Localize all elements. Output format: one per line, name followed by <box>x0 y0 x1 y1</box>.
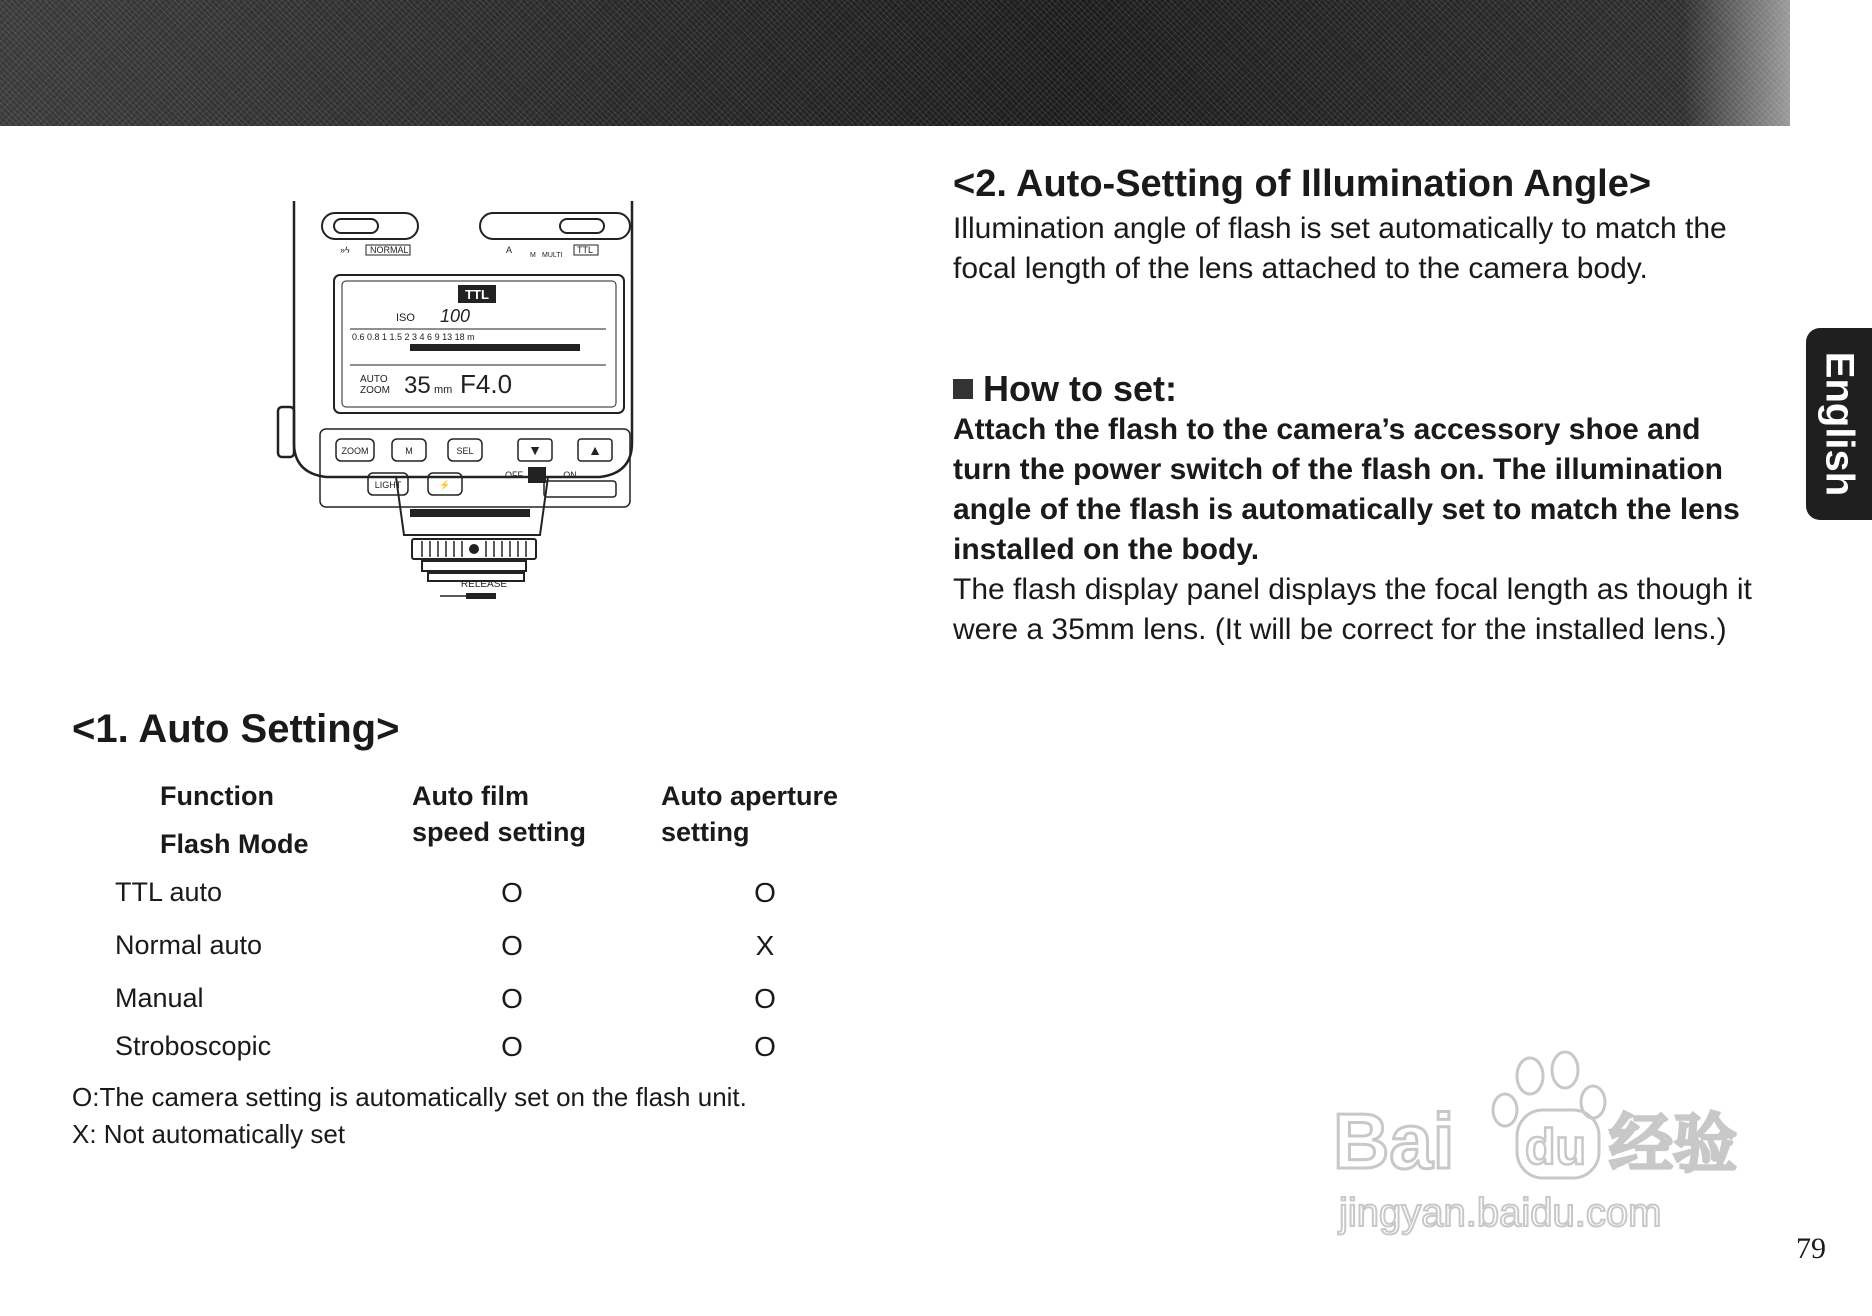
svg-text:A: A <box>506 245 513 255</box>
table-header-film-speed: Auto film speed setting <box>412 781 587 847</box>
table-cell-film: O <box>501 983 523 1014</box>
svg-text:▲: ▲ <box>588 442 602 458</box>
table-cell-film: O <box>501 930 523 961</box>
normal-label: NORMAL <box>370 245 409 255</box>
table-cell-aperture: O <box>754 983 776 1014</box>
svg-text:SEL: SEL <box>456 446 474 456</box>
svg-text:MULTI: MULTI <box>542 252 563 259</box>
watermark-url: jingyan.baidu.com <box>1339 1191 1662 1235</box>
table-cell-film: O <box>501 1031 523 1062</box>
lcd-ttl: TTL <box>465 287 489 302</box>
table-row-mode: TTL auto <box>115 877 223 907</box>
language-tab[interactable] <box>1806 328 1872 520</box>
language-tab-label: English <box>1817 351 1862 497</box>
howto-instructions: Attach the flash to the camera’s accessory shoe and turn the power switch of the flash on. The illumination angle of the flash is automatically set to match the lens installed on the body. <box>953 413 1740 566</box>
svg-text:mm: mm <box>434 384 453 396</box>
section2-intro: Illumination angle of flash is set automatically to match the focal length of the lens attached to the camera body. <box>953 212 1727 285</box>
watermark-brand: Bai <box>1333 1097 1455 1185</box>
table-header-flash-mode: Flash Mode <box>160 829 309 859</box>
svg-text:»ϟ: »ϟ <box>340 245 350 255</box>
svg-text:du: du <box>1525 1119 1587 1175</box>
power-switch <box>544 481 616 497</box>
section2-heading: <2. Auto-Setting of Illumination Angle> <box>953 163 1652 205</box>
header-band <box>0 0 1790 126</box>
legend-o: O:The camera setting is automatically set on the flash unit. <box>72 1082 747 1112</box>
table-row-mode: Normal auto <box>115 930 263 960</box>
lcd-iso-label: ISO <box>396 312 415 324</box>
lcd-iso-value: 100 <box>440 306 471 326</box>
svg-text:AUTO: AUTO <box>360 374 388 385</box>
table-cell-aperture: X <box>755 930 775 961</box>
legend-x: X: Not automatically set <box>72 1119 346 1149</box>
table-cell-film: O <box>501 877 523 908</box>
svg-text:TTL: TTL <box>577 245 594 255</box>
svg-text:M: M <box>530 252 536 259</box>
table-cell-aperture: O <box>754 877 776 908</box>
section1-heading: <1. Auto Setting> <box>72 707 400 751</box>
svg-text:▼: ▼ <box>528 442 542 458</box>
button-panel <box>320 429 630 507</box>
lcd-panel <box>334 275 624 413</box>
howto-note: The flash display panel displays the focal length as though it were a 35mm lens. (It will be correct for the installed lens.) <box>953 573 1752 646</box>
flash-unit-illustration <box>270 195 660 665</box>
lcd-distance-scale: 0.6 0.8 1 1.5 2 3 4 6 9 13 18 m <box>352 332 475 342</box>
svg-text:ON: ON <box>563 470 577 480</box>
lcd-focal-length: 35 <box>404 372 431 399</box>
table-header-function: Function <box>160 781 274 811</box>
svg-text:经验: 经验 <box>1609 1108 1737 1180</box>
table-row-mode: Manual <box>115 983 204 1013</box>
baidu-watermark <box>1325 1040 1765 1240</box>
svg-text:LIGHT: LIGHT <box>374 480 402 490</box>
howto-heading: How to set: <box>953 368 1177 410</box>
top-switch-panel <box>322 213 630 239</box>
table-cell-aperture: O <box>754 1031 776 1062</box>
page-number: 79 <box>1796 1232 1826 1265</box>
svg-text:⚡: ⚡ <box>439 480 451 490</box>
svg-text:ZOOM: ZOOM <box>341 446 369 456</box>
lcd-aperture: F4.0 <box>460 369 513 399</box>
table-row-mode: Stroboscopic <box>115 1031 272 1061</box>
square-bullet-icon <box>953 379 973 399</box>
table-header-aperture: Auto aperture setting <box>661 781 839 847</box>
svg-text:ZOOM: ZOOM <box>360 385 390 396</box>
svg-text:M: M <box>405 446 413 456</box>
release-label: RELEASE <box>460 579 508 590</box>
svg-text:OFF: OFF <box>505 470 523 480</box>
